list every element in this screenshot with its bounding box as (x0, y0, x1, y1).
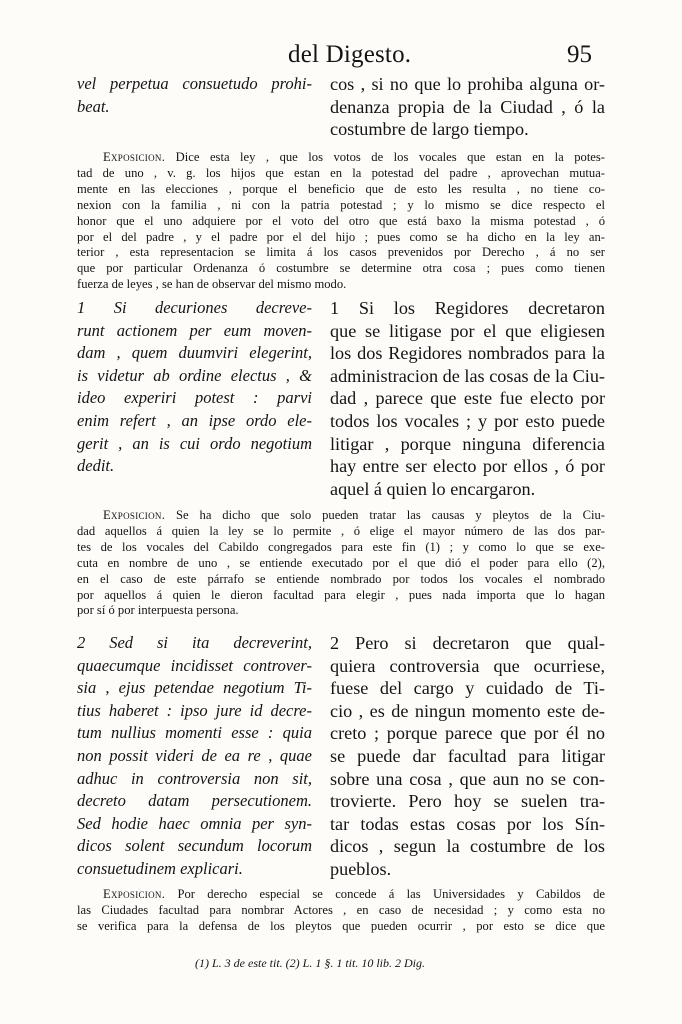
spanish-line: 2 Pero si decretaron que qual- (330, 633, 605, 653)
expo-line: por sí ó por interpuesta persona. (77, 603, 239, 618)
spanish-line: cio , es de ningun momento este de- (330, 700, 605, 721)
latin-line: decreto datam persecutionem. (77, 791, 312, 811)
exposicion-3 (77, 887, 605, 935)
latin-line: enim refert , an ipse ordo ele- (77, 410, 312, 430)
latin-line: runt actionem per eum moven- (77, 320, 312, 340)
spanish-line: litigar , porque ninguna diferencia (330, 433, 605, 454)
expo-line: dad aquellos á quien la ley se lo permite , ó elige el mayor número de las dos par- (77, 523, 605, 538)
exposicion-2 (77, 508, 605, 619)
expo-line: honor que el uno adquiere por el voto del otro que está baxo la misma potestad , ó (77, 213, 605, 228)
spanish-line: todos los vocales ; y por esto puede (330, 410, 605, 431)
expo-label: Exposicion. (103, 150, 166, 164)
section-1-spanish (330, 297, 605, 500)
expo-line: que por particular Ordenanza ó costumbre se determine otra cosa ; pues como tienen (77, 261, 605, 276)
expo-line: cuta en nombre de uno , se entiende executado por el que dió el poder para ello (2), (77, 555, 605, 570)
expo-line: fuerza de leyes , se han de observar del mismo modo. (77, 277, 347, 292)
page-number: 95 (567, 41, 592, 68)
top-spanish (330, 73, 605, 141)
expo-text: Dice esta ley , que los votos de los vocales que estan en la potes- (175, 150, 605, 164)
expo-line: mente en las elecciones , porque el beneficio que de esto les resulta , no tiene co- (77, 181, 605, 196)
latin-line: sia , ejus petendae negotium Ti- (77, 678, 312, 698)
expo-line: terior , esta representacion se limita á los casos prevenidos por Derecho , á no ser (77, 245, 605, 260)
spanish-line: cos , si no que lo prohiba alguna or- (330, 74, 605, 94)
spanish-line: tar todas estas cosas por los Sín- (330, 813, 605, 834)
latin-line: ideo experiri potest : parvi (77, 388, 312, 408)
latin-line: tum nullius momenti esse : quia (77, 723, 312, 743)
spanish-line: 1 Si los Regidores decretaron (330, 298, 605, 318)
running-head: del Digesto. (288, 41, 412, 68)
latin-line: 1 Si decuriones decreve- (77, 298, 312, 317)
spanish-line: sobre una cosa , que aun no se con- (330, 768, 605, 789)
spanish-line: hay entre ser electo por ellos , ó por (330, 456, 605, 477)
latin-line: gerit , an is cui ordo negotium (77, 433, 312, 453)
expo-text: Se ha dicho que solo pueden tratar las causas y pleytos de la Ciu- (176, 508, 605, 522)
spanish-line: se puede dar facultad para litigar (330, 745, 605, 766)
latin-line: dicos solent secundum locorum (77, 836, 312, 856)
spanish-line: pueblos. (330, 858, 392, 879)
expo-line (77, 887, 605, 903)
latin-line: quaecumque incidisset controver- (77, 655, 312, 675)
latin-line: vel perpetua consuetudo prohi- (77, 74, 312, 93)
exposicion-1 (77, 150, 605, 293)
spanish-line: que se litigase por el que eligiesen (330, 320, 605, 341)
latin-line: adhuc in controversia non sit, (77, 768, 312, 788)
spanish-line: fuese del cargo y cuidado de Ti- (330, 678, 605, 699)
expo-line: las Ciudades facultad para nombrar Actores , en caso de necesidad ; y como esta no (77, 902, 605, 917)
top-latin (77, 73, 312, 118)
spanish-line: dad , parece que este fue electo por (330, 388, 605, 409)
spanish-line: aquel á quien lo encargaron. (330, 478, 536, 499)
latin-line: beat. (77, 96, 110, 116)
expo-line: tes de los vocales del Cabildo congregados para este fin (1) ; y como lo que se exe- (77, 539, 605, 554)
expo-label: Exposicion. (103, 508, 166, 522)
latin-line: non possit videri de ea re , quae (77, 745, 312, 765)
latin-line: dedit. (77, 456, 115, 476)
latin-line: consuetudinem explicari. (77, 858, 243, 878)
spanish-line: denanza propia de la Ciudad , ó la (330, 96, 605, 117)
spanish-line: dicos , segun la costumbre de los (330, 836, 605, 857)
latin-line: 2 Sed si ita decreverint, (77, 633, 312, 652)
latin-line: is videtur ab ordine electus , & (77, 365, 312, 385)
expo-text: Por derecho especial se concede á las Universidades y Cabildos de (177, 887, 605, 901)
spanish-line: quiera controversia que ocurriese, (330, 655, 605, 676)
expo-label: Exposicion. (103, 887, 166, 901)
expo-line: nexion con la familia , ni con la patria potestad ; y lo mismo se dice respecto el (77, 197, 605, 212)
latin-line: Sed hodie haec omnia per syn- (77, 813, 312, 833)
latin-line: dam , quem duumviri elegerint, (77, 343, 312, 363)
expo-line (77, 508, 605, 524)
section-2-latin (77, 632, 312, 881)
expo-line: tad de uno , v. g. los hijos que estan en la potestad del padre , aprovechan mutua- (77, 165, 605, 180)
spanish-line: trovierte. Pero hoy se suelen tra- (330, 791, 605, 812)
section-2-spanish (330, 632, 605, 881)
expo-line: en el caso de este párrafo se entiende nombrado por todos los vocales el nombrado (77, 571, 605, 586)
footnote: (1) L. 3 de este tit. (2) L. 1 §. 1 tit. 10 lib. 2 Dig. (195, 956, 425, 970)
expo-line (77, 150, 605, 166)
spanish-line: los dos Regidores nombrados para la (330, 343, 605, 364)
section-1-latin (77, 297, 312, 478)
expo-line: por el del padre , y el padre por el del hijo ; pues como se ha dicho en la ley an- (77, 229, 605, 244)
spanish-line: costumbre de largo tiempo. (330, 119, 529, 140)
expo-line: por aquellos á quien le dieron facultad para elegir , pues nada importa que lo hagan (77, 587, 605, 602)
latin-line: tius haberet : ipso jure id decre- (77, 700, 312, 720)
expo-line: se verifica para la defensa de los pleytos que pueden ocurrir , por esto se dice que (77, 918, 605, 933)
spanish-line: creto ; porque parece que por él no (330, 723, 605, 744)
spanish-line: administracion de las cosas de la Ciu- (330, 365, 605, 386)
